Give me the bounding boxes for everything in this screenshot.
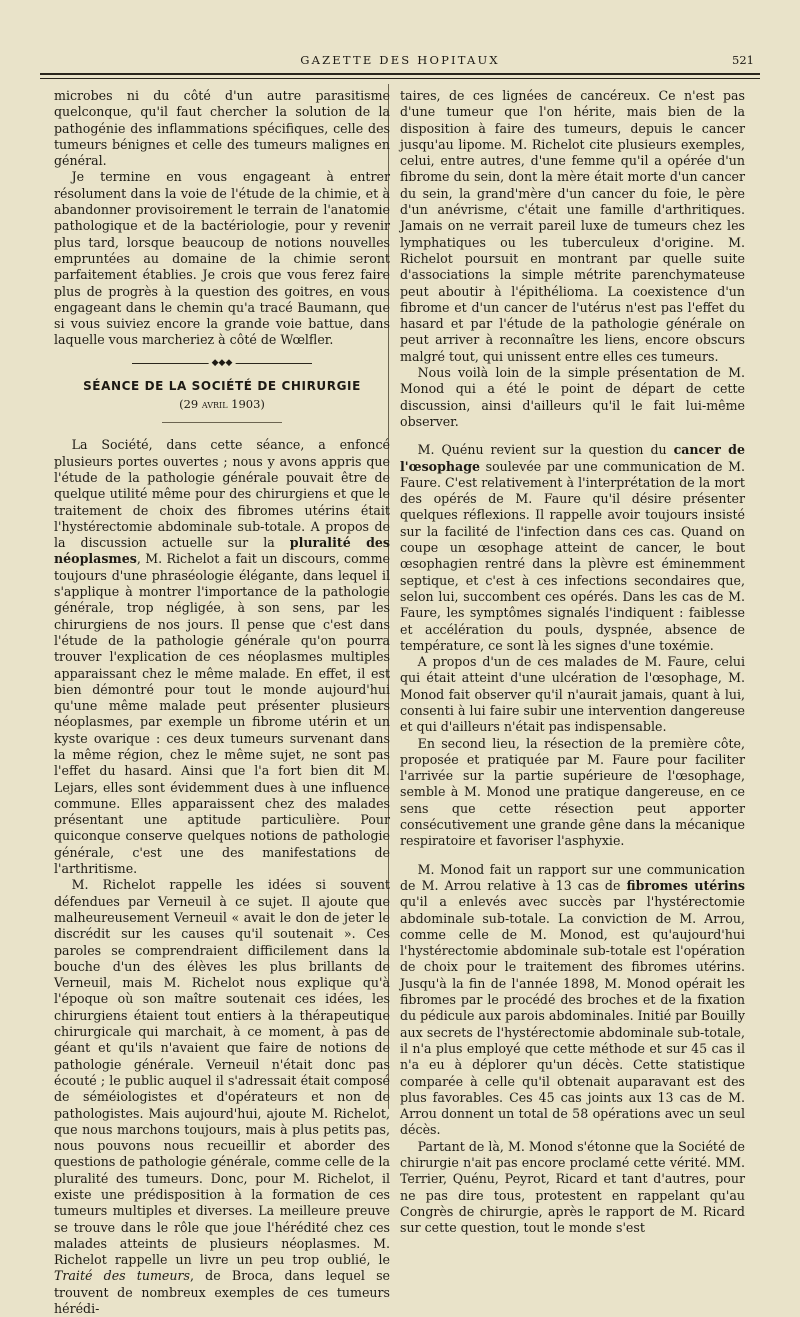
section-title: SÉANCE DE LA SOCIÉTÉ DE CHIRURGIE <box>83 378 361 393</box>
paragraph: taires, de ces lignées de cancéreux. Ce n'est pas d'une tumeur que l'on hérite, mais bien de la disposition à faire des tumeurs, depuis le cancer jusqu'au lipome. M. Richelot cite plusieurs exemples, celui, entre autres, d'une femme qu'il a opérée d'un fibrome du sein, dont la mère était morte d'un cancer du sein, la grand'mère d'un cancer du foie, le père d'un anévrisme, c'était une famille d'arthritiques. Jamais on ne verrait pareil luxe de tumeurs chez les lymphatiques ou les tuberculeux d'origine. M. Richelot poursuit en montrant par quelle suite d'associations la simple métrite parenchymateuse peut aboutir à l'épithélioma. La coexistence d'un fibrome et d'un cancer de l'utérus n'est pas l'effet du hasard et par l'étude de la pathologie générale on peut arriver à reconnaître les liens, encore obscurs malgré tout, qui unissent entre elles ces tumeurs. <box>400 88 745 364</box>
bold-term: cancer de l'œsophage <box>400 442 745 474</box>
paragraph <box>400 442 745 654</box>
spacer <box>400 430 745 442</box>
text-run: qu'il a enlevés avec succès par l'hystérectomie abdominale sub-totale. La conviction de M. Arrou, comme celle de M. Monod, est qu'aujourd'hui l'hystérectomie abdominale sub-totale est l'opération de choix pour le traitement des fibromes utérins. Jusqu'à la fin de l'année 1898, M. Monod opérait les fibromes par le procédé des broches et de la fixation du pédicule aux parois abdominales. Initié par Bouilly aux secrets de l'hystérectomie abdominale sub-totale, il n'a plus employé que cette méthode et sur 45 cas il n'a eu à déplorer qu'un décès. Cette statistique comparée à celle qu'il obtenait auparavant est des plus favorables. Ces 45 cas joints aux 13 cas de M. Arrou donnent un total de 58 opérations avec un seul décès. <box>400 894 745 1138</box>
text-run: , de Broca, dans lequel se trouvent de nombreux exemples de ces tumeurs hérédi- <box>54 1268 390 1317</box>
header-rule-thin <box>40 78 760 79</box>
text-run: soulevée par une communication de M. Faure. C'est relativement à l'interprétation de la mort des opérés de M. Faure qu'il désire présenter quelques réflexions. Il rappelle avoir toujours insisté sur la facilité de l'infection dans ces cas. Quand on coupe un œsophage atteint de cancer, le bout œsophagien rentré dans la plèvre est éminemment septique, et c'est à ces infections secondaires que, selon lui, succombent ces opérés. Dans les cas de M. Faure, les symptômes signalés l'indiquent : faiblesse et accélération du pouls, dyspnée, absence de température, ce sont là les signes d'une toxémie. <box>400 458 745 653</box>
paragraph: microbes ni du côté d'un autre parasitisme quelconque, qu'il faut chercher la solution de la pathogénie des inflammations spécifiques, celle des tumeurs bénignes et celle des tumeurs malignes en général. <box>54 88 390 169</box>
section-rule <box>162 422 282 423</box>
paragraph: Partant de là, M. Monod s'étonne que la Société de chirurgie n'ait pas encore proclamé cette vérité. MM. Terrier, Quénu, Peyrot, Ricard et tant d'autres, pour ne pas dire tous, protestent en rappelant qu'au Congrès de chirurgie, après le rapport de M. Ricard sur cette question, tout le monde s'est <box>400 1138 745 1236</box>
text-run: M. Richelot rappelle les idées si souvent défendues par Verneuil à ce sujet. Il ajoute que malheureusement Verneuil « avait le don de jeter le discrédit sur les causes qu'il soutenait ». Ces paroles se comprendraient difficilement dans la bouche d'un des élèves les plus brillants de Verneuil, mais M. Richelot nous explique qu'à l'époque où son maître soutenait ces idées, les chirurgiens étaient tout entiers à la thérapeutique chirurgicale qui marchait, à ce moment, à pas de géant et qu'ils n'avaient que faire de notions de pathologie générale. Verneuil n'était donc pas écouté ; le public auquel il s'adressait était composé de séméiologistes et d'opérateurs et non de pathologistes. Mais aujourd'hui, ajoute M. Richelot, que nous marchons toujours, mais à plus petits pas, nous pouvons nous recueillir et aborder des questions de pathologie générale, comme celle de la pluralité des tumeurs. Donc, pour M. Richelot, il existe une prédisposition à la formation de ces tumeurs multiples et diverses. La meilleure preuve se trouve dans le rôle que joue l'hérédité chez ces malades atteints de plusieurs néoplasmes. M. Richelot rappelle un livre un peu trop oublié, le <box>54 877 390 1268</box>
paragraph <box>54 437 390 877</box>
paragraph <box>400 862 745 1139</box>
bold-term: fibromes utérins <box>626 877 745 893</box>
text-run: , M. Richelot a fait un discours, comme toujours d'une phraséologie élégante, dans lequel il s'applique à montrer l'importance de la pathologie générale, trop négligée, à son sens, par les chirurgiens de nos jours. Il pense que c'est dans l'étude de la pathologie générale qu'on pourra trouver l'explication de ces néoplasmes multiples apparaissant chez le même malade. En effet, il est bien démontré pour tout le monde aujourd'hui qu'une même malade peut présenter plusieurs néoplasmes, par exemple un fibrome utérin et un kyste ovarique : ces deux tumeurs survenant dans la même région, chez le même sujet, ne sont pas l'effet du hasard. Ainsi que l'a fort bien dit M. Lejars, elles sont évidemment dues à une influence commune. Elles apparaissent chez des malades présentant une aptitude particulière. Pour quiconque conserve quelques notions de pathologie générale, c'est une des manifestations de l'arthritisme. <box>54 551 390 877</box>
paragraph: En second lieu, la résection de la première côte, proposée et pratiquée par M. Faure pour faciliter l'arrivée sur la partie supérieure de l'œsophage, semble à M. Monod une pratique dangereuse, en ce sens que cette résection peut apporter consécutivement une grande gêne dans la mécanique respiratoire et favoriser l'asphyxie. <box>400 735 745 849</box>
paragraph <box>54 877 390 1317</box>
spacer <box>400 850 745 862</box>
right-column <box>400 88 745 1236</box>
page-header <box>40 50 760 70</box>
section-date: (29 avril 1903) <box>179 397 265 412</box>
ornament-divider <box>132 357 312 368</box>
text-run: La Société, dans cette séance, a enfoncé plusieurs portes ouvertes ; nous y avons appris que l'étude de la pathologie générale pouvait être de quelque utilité même pour des chirurgiens et que le traitement de choix des fibromes utérins était l'hystérectomie abdominale sub-totale. A propos de la discussion actuelle sur la <box>54 437 390 551</box>
bold-term: pluralité des néoplasmes <box>54 535 391 567</box>
italic-title: Traité des tumeurs <box>54 1268 190 1284</box>
paragraph: Nous voilà loin de la simple présentation de M. Monod qui a été le point de départ de cette discussion, ainsi d'ailleurs qu'il le fait lui-même observer. <box>400 365 745 429</box>
paragraph: A propos d'un de ces malades de M. Faure, celui qui était atteint d'une ulcération de l'œsophage, M. Monod fait observer qu'il n'aurait jamais, quant à lui, consenti à lui faire subir une intervention dangereuse et qui d'ailleurs n'était pas indispensable. <box>400 654 745 735</box>
journal-title: GAZETTE DES HOPITAUX <box>300 53 500 67</box>
header-rule <box>40 73 760 75</box>
text-run: M. Monod fait un rapport sur une communication de M. Arrou relative à 13 cas de <box>400 861 745 893</box>
text-run: M. Quénu revient sur la question du <box>417 442 674 458</box>
paragraph: Je termine en vous engageant à entrer résolument dans la voie de l'étude de la chimie, et à abandonner provisoirement le terrain de l'anatomie pathologique et de la bactériologie, pour y revenir plus tard, lorsque beaucoup de notions nouvelles empruntées au domaine de la chimie seront parfaitement établies. Je crois que vous ferez faire plus de progrès à la question des goitres, en vous engageant dans le chemin qu'a tracé Baumann, que si vous suiviez encore la grande voie battue, dans laquelle vous marcheriez à côté de Wœlfler. <box>54 169 390 348</box>
page-number: 521 <box>732 53 754 67</box>
ornament-glyph: ◆◆◆ <box>209 357 236 369</box>
